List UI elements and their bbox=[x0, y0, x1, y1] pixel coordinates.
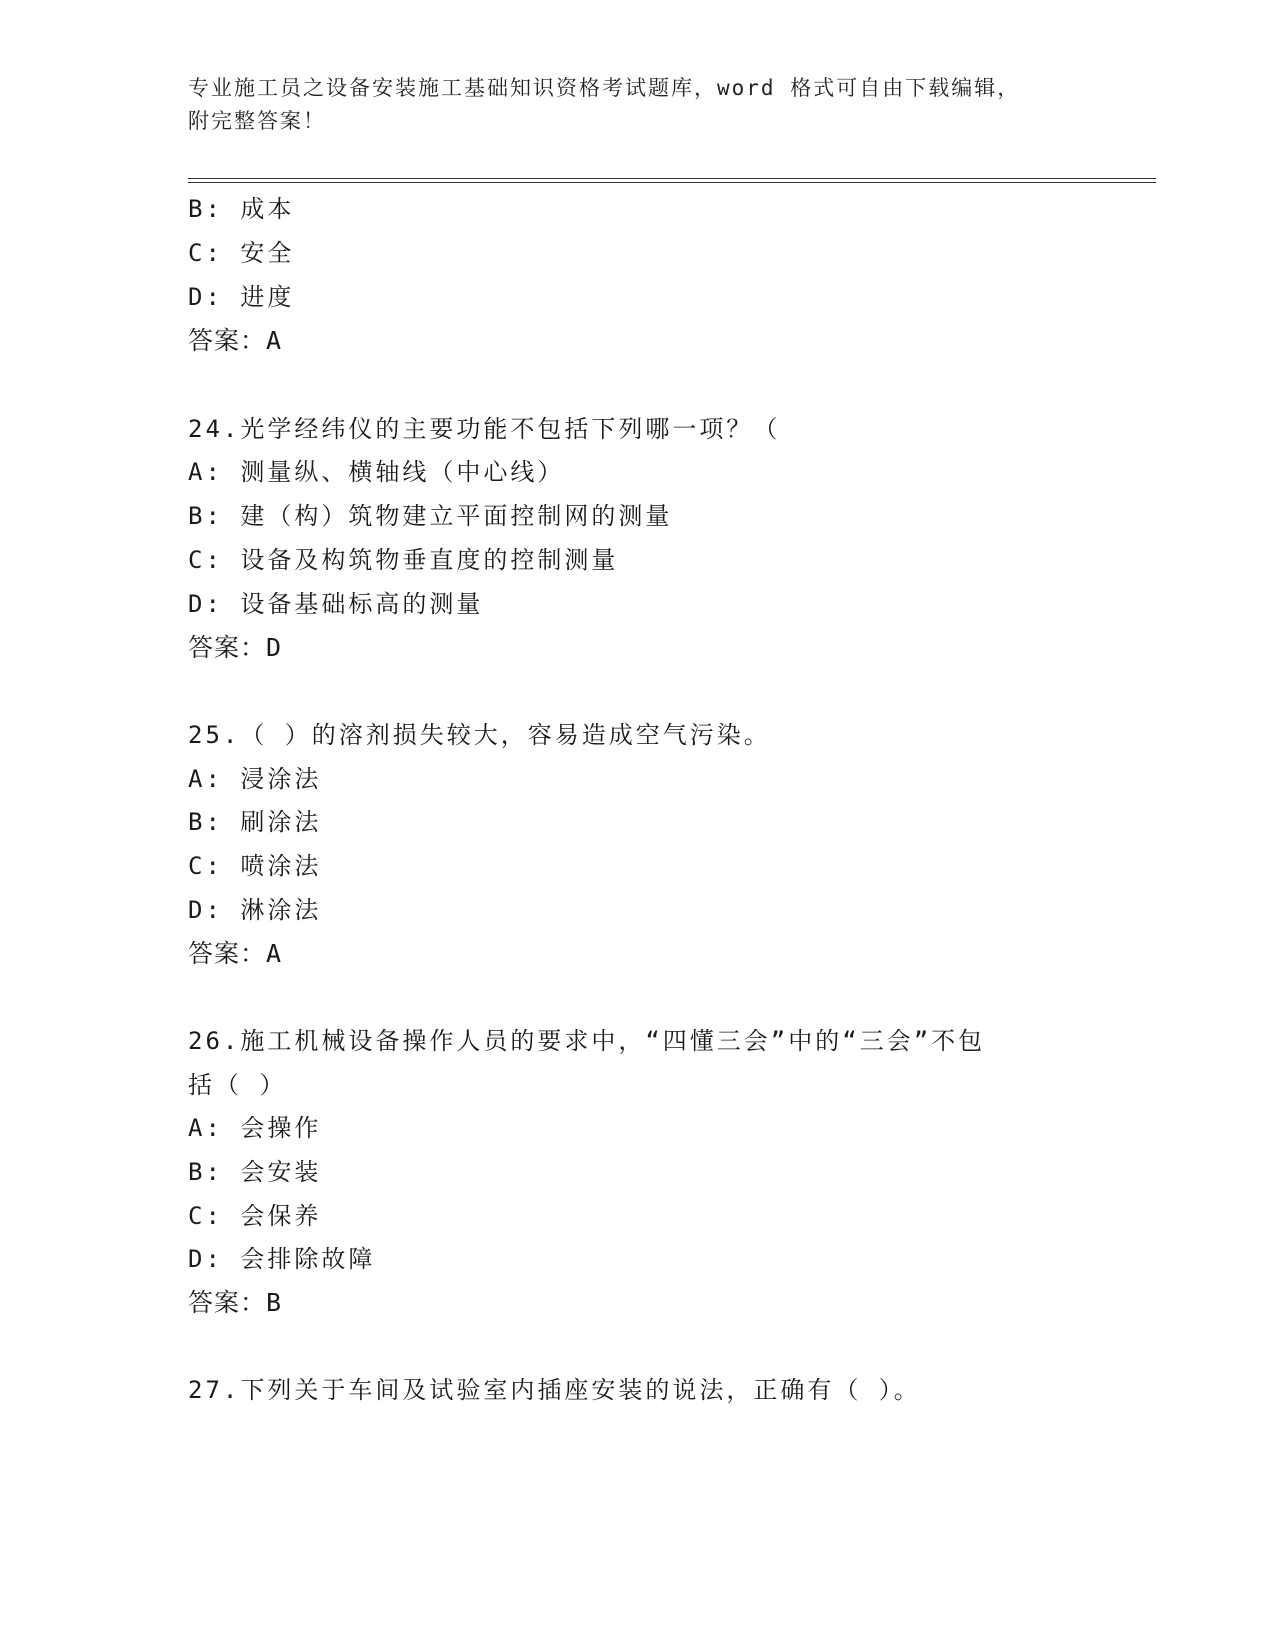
header-title-line-1: 专业施工员之设备安装施工基础知识资格考试题库，word 格式可自由下载编辑， bbox=[188, 76, 1021, 100]
header-divider-top bbox=[188, 178, 1156, 179]
q23-option-d: D: 进度 bbox=[188, 283, 295, 311]
q26-question-line-1: 26.施工机械设备操作人员的要求中，“四懂三会”中的“三会”不包 bbox=[188, 1027, 986, 1055]
q23-option-c: C: 安全 bbox=[188, 239, 295, 267]
q26-option-d: D: 会排除故障 bbox=[188, 1245, 376, 1273]
q24-option-c: C: 设备及构筑物垂直度的控制测量 bbox=[188, 546, 619, 574]
answer-value: A bbox=[266, 939, 283, 968]
q25-option-b: B: 刷涂法 bbox=[188, 808, 322, 836]
q23-answer bbox=[188, 325, 282, 357]
document-header bbox=[188, 72, 1088, 138]
answer-label: 答案： bbox=[188, 326, 267, 355]
q24-option-a: A: 测量纵、横轴线（中心线） bbox=[188, 458, 565, 486]
q23-option-b: B: 成本 bbox=[188, 195, 295, 223]
answer-label: 答案： bbox=[188, 633, 267, 662]
q24-option-b: B: 建（构）筑物建立平面控制网的测量 bbox=[188, 502, 673, 530]
q27-question: 27.下列关于车间及试验室内插座安装的说法，正确有（ ）。 bbox=[188, 1376, 921, 1404]
answer-value: D bbox=[266, 633, 283, 662]
q24-option-d: D: 设备基础标高的测量 bbox=[188, 590, 484, 618]
q24-answer bbox=[188, 632, 282, 664]
q25-question: 25.（ ）的溶剂损失较大，容易造成空气污染。 bbox=[188, 721, 771, 749]
answer-value: A bbox=[266, 326, 283, 355]
answer-value: B bbox=[266, 1288, 283, 1317]
q26-option-a: A: 会操作 bbox=[188, 1114, 322, 1142]
q25-option-a: A: 浸涂法 bbox=[188, 765, 322, 793]
q25-answer bbox=[188, 938, 282, 970]
header-title-line-2: 附完整答案！ bbox=[188, 109, 326, 133]
q26-answer bbox=[188, 1287, 282, 1319]
answer-label: 答案： bbox=[188, 939, 267, 968]
q26-option-b: B: 会安装 bbox=[188, 1158, 322, 1186]
q25-option-d: D: 淋涂法 bbox=[188, 896, 322, 924]
q25-option-c: C: 喷涂法 bbox=[188, 852, 322, 880]
q26-question-line-2: 括（ ） bbox=[188, 1071, 287, 1099]
q24-question: 24.光学经纬仪的主要功能不包括下列哪一项？（ bbox=[188, 415, 781, 443]
header-divider-bottom bbox=[188, 182, 1156, 183]
answer-label: 答案： bbox=[188, 1288, 267, 1317]
q26-option-c: C: 会保养 bbox=[188, 1202, 322, 1230]
